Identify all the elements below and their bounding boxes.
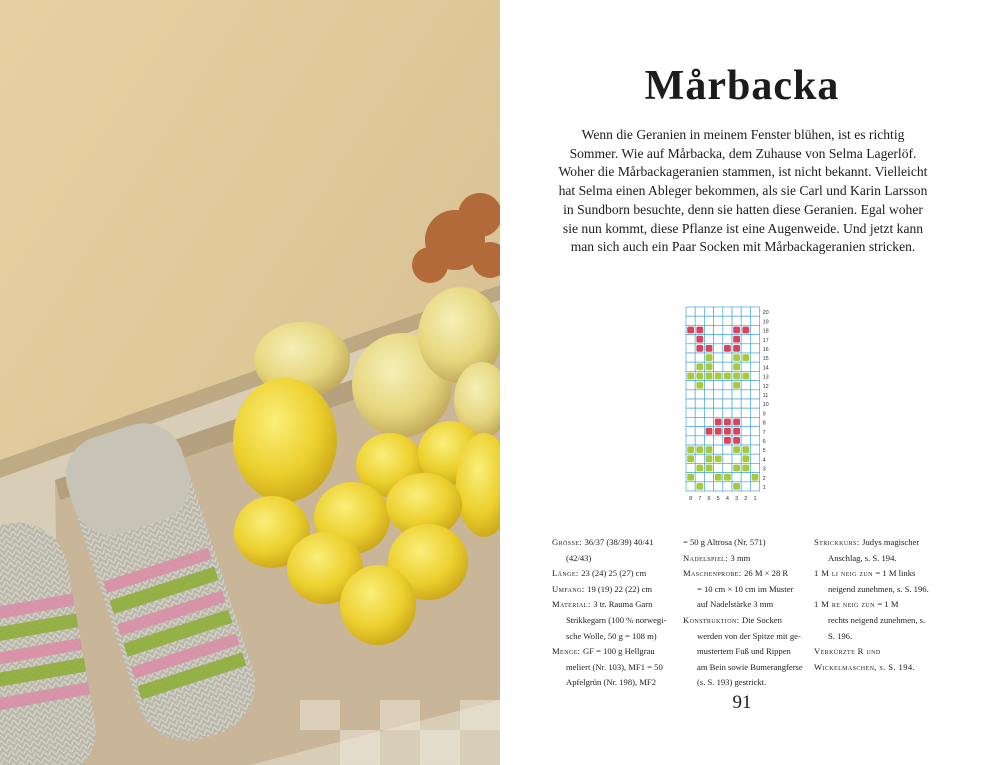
chart-cell [750, 362, 759, 371]
chart-stitch-green [706, 465, 713, 472]
spec-continuation: Strikkegarn (100 % norwegi- [566, 614, 667, 625]
intro-paragraph: Wenn die Geranien in meinem Fenster blühen, ist es richtig Sommer. Wie auf Mårbacka, dem Zuhause von Selma Lagerlöf. Woher die Mårbackageranien stammen, ist nicht bekannt. Vielleicht hat Selma einen Ableger bekommen, als sie Carl und Karin Larsson in Sundborn besuchte, denn sie hatten diese Geranien. Egal woher sie nun kommt, diese Pflanze ist eine Augenweide. Und jetzt kann man sich auch ein Paar Socken mit Mårbackageranien stricken. [558, 127, 928, 255]
spec-line [552, 644, 674, 660]
chart-col-number: 6 [707, 496, 711, 502]
chart-cell [714, 381, 723, 390]
chart-row-number: 5 [762, 448, 766, 455]
chart-row-number: 2 [762, 475, 766, 482]
chart-stitch-green [733, 373, 740, 380]
spec-entry [552, 566, 674, 582]
spec-entry [683, 566, 805, 613]
chart-cell [714, 482, 723, 491]
spec-continuation: meliert (Nr. 103), MF1 = 50 [566, 661, 663, 672]
chart-cell [732, 399, 741, 408]
chart-stitch-pink [733, 336, 740, 343]
chart-cell [686, 399, 695, 408]
chart-cell [714, 325, 723, 334]
spec-line [814, 535, 938, 551]
chart-stitch-green [742, 465, 749, 472]
chart-cell [732, 408, 741, 417]
spec-value: 23 (24) 25 (27) cm [581, 568, 647, 579]
spec-continuation: Apfelgrün (Nr. 198), MF2 [566, 677, 656, 688]
chart-stitch-pink [696, 327, 703, 334]
chart-cell [723, 316, 732, 325]
chart-stitch-pink [696, 345, 703, 352]
spec-line [683, 613, 805, 629]
chart-stitch-pink [742, 327, 749, 334]
spec-entry [814, 597, 938, 644]
chart-stitch-pink [733, 428, 740, 435]
chart-col-number: 4 [725, 496, 729, 502]
chart-cell [704, 316, 713, 325]
chart-cell [723, 408, 732, 417]
chart-stitch-pink [733, 327, 740, 334]
spec-value: 3 tr. Rauma Garn [593, 599, 653, 610]
spec-key: Länge: [552, 568, 582, 579]
chart-cell [704, 417, 713, 426]
spec-key: Nadelspiel: [683, 552, 731, 563]
chart-cell [704, 390, 713, 399]
chart-cell [695, 473, 704, 482]
spec-entry [683, 613, 805, 691]
spec-entry [552, 535, 674, 566]
chart-cell [714, 362, 723, 371]
specs-column-1 [552, 535, 674, 691]
spec-value: Die Socken [742, 614, 782, 625]
spec-value: 26 M × 28 R [744, 568, 789, 579]
chart-stitch-green [687, 446, 694, 453]
chart-stitch-green [696, 465, 703, 472]
spec-key: Konstruktion: [683, 614, 743, 625]
chart-stitch-green [696, 363, 703, 370]
spec-entry [814, 535, 938, 566]
spec-value: GF = 100 g Hellgrau [582, 646, 655, 657]
chart-cell [714, 463, 723, 472]
spec-key: Material: [552, 599, 594, 610]
chart-cell [695, 390, 704, 399]
chart-stitch-green [696, 373, 703, 380]
chart-cell [750, 353, 759, 362]
spec-entry [552, 597, 674, 644]
chart-stitch-green [715, 373, 722, 380]
chart-stitch-green [706, 363, 713, 370]
spec-line [814, 566, 938, 582]
chart-cell [686, 335, 695, 344]
spec-entry [814, 644, 938, 675]
spec-line [683, 566, 805, 582]
spec-line [814, 644, 938, 660]
chart-col-number: 3 [735, 496, 739, 502]
chart-stitch-green [733, 465, 740, 472]
chart-stitch-green [715, 474, 722, 481]
chart-cell [741, 390, 750, 399]
chart-cell [723, 325, 732, 334]
chart-col-number: 5 [716, 496, 720, 502]
chart-stitch-green [733, 354, 740, 361]
spec-entry [683, 551, 805, 567]
chart-stitch-green [687, 373, 694, 380]
chart-stitch-green [715, 455, 722, 462]
chart-cell [686, 417, 695, 426]
chart-cell [741, 344, 750, 353]
chart-stitch-green [706, 373, 713, 380]
spec-line [552, 535, 674, 551]
spec-key: Umfang: [552, 583, 588, 594]
chart-stitch-pink [687, 327, 694, 334]
chart-cell [704, 399, 713, 408]
chart-col-number: 7 [698, 496, 702, 502]
chart-cell [714, 344, 723, 353]
spec-key: Grösse: [552, 537, 585, 547]
chart-cell [732, 307, 741, 316]
chart-cell [723, 353, 732, 362]
spec-key: Maschenprobe: [683, 568, 745, 579]
chart-row-number: 8 [762, 420, 766, 427]
chart-cell [750, 344, 759, 353]
chart-stitch-green [752, 474, 759, 481]
chart-cell [750, 307, 759, 316]
chart-cell [686, 344, 695, 353]
chart-row-number: 1 [762, 485, 766, 491]
chart-cell [686, 427, 695, 436]
spec-line [552, 597, 674, 613]
chart-cell [723, 482, 732, 491]
spec-continuation: mustertem Fuß und Rippen [697, 646, 791, 657]
chart-cell [704, 325, 713, 334]
chart-row-number: 9 [762, 411, 766, 418]
chart-cell [695, 316, 704, 325]
chart-row-number: 16 [762, 347, 769, 353]
chart-cell [695, 427, 704, 436]
chart-cell [714, 353, 723, 362]
chart-cell [686, 408, 695, 417]
chart-cell [732, 473, 741, 482]
spec-key: Menge: [552, 646, 583, 657]
spec-entry [552, 582, 674, 598]
spec-continuation: (42/43) [566, 552, 592, 563]
chart-cell [750, 316, 759, 325]
chart-cell [714, 399, 723, 408]
chart-col-number: 1 [753, 496, 757, 502]
chart-row-number: 11 [762, 393, 769, 399]
chart-stitch-green [696, 483, 703, 490]
chart-cell [750, 371, 759, 380]
chart-cell [686, 482, 695, 491]
chart-cell [732, 316, 741, 325]
chart-cell [723, 390, 732, 399]
chart-row-number: 14 [762, 365, 769, 372]
spec-key: Verkürzte R und [814, 646, 881, 657]
chart-cell [750, 427, 759, 436]
spec-value: = 1 M links [875, 568, 916, 579]
chart-row-number: 20 [762, 310, 769, 317]
chart-cell [750, 335, 759, 344]
chart-cell [750, 381, 759, 390]
spec-value: 36/37 (38/39) 40/41 [584, 537, 654, 547]
chart-stitch-pink [724, 345, 731, 352]
chart-col-number: 8 [689, 496, 693, 502]
chart-cell [750, 408, 759, 417]
chart-cell [723, 454, 732, 463]
chart-stitch-green [733, 483, 740, 490]
spec-entry [552, 644, 674, 691]
spec-value: = 50 g Altrosa (Nr. 571) [683, 537, 766, 547]
chart-cell [714, 408, 723, 417]
chart-stitch-green [706, 354, 713, 361]
chart-cell [723, 335, 732, 344]
chart-cell [732, 454, 741, 463]
chart-col-number: 2 [744, 496, 748, 502]
chart-cell [741, 335, 750, 344]
chart-cell [686, 353, 695, 362]
chart-row-number: 17 [762, 337, 769, 344]
chart-cell [723, 362, 732, 371]
chart-cell [723, 381, 732, 390]
knitting-chart [684, 305, 804, 510]
chart-cell [704, 335, 713, 344]
chart-cell [723, 307, 732, 316]
chart-cell [723, 399, 732, 408]
chart-cell [741, 473, 750, 482]
chart-cell [695, 399, 704, 408]
chart-cell [714, 445, 723, 454]
chart-cell [704, 381, 713, 390]
chart-cell [704, 436, 713, 445]
chart-stitch-green [733, 446, 740, 453]
chart-stitch-pink [733, 419, 740, 426]
chart-stitch-green [724, 373, 731, 380]
page-number: 91 [732, 692, 752, 713]
page-title: Mårbacka [644, 63, 840, 109]
chart-cell [714, 335, 723, 344]
chart-stitch-green [696, 446, 703, 453]
chart-cell [695, 408, 704, 417]
chart-cell [686, 316, 695, 325]
spec-continuation: S. 196. [828, 630, 853, 641]
spec-key: 1 M li neig zun [814, 568, 876, 579]
chart-cell [750, 463, 759, 472]
chart-cell [686, 362, 695, 371]
chart-stitch-pink [715, 428, 722, 435]
spec-line [683, 535, 805, 551]
chart-row-number: 4 [762, 457, 766, 464]
chart-cell [741, 362, 750, 371]
chart-cell [723, 445, 732, 454]
chart-stitch-pink [733, 437, 740, 444]
chart-row-number: 13 [762, 374, 769, 381]
chart-cell [695, 436, 704, 445]
chart-cell [750, 445, 759, 454]
chart-stitch-green [742, 446, 749, 453]
spec-key: 1 M re neig zun [814, 599, 878, 610]
spec-line [814, 597, 938, 613]
spec-continuation: rechts neigend zunehmen, s. [828, 614, 926, 625]
chart-cell [686, 463, 695, 472]
chart-cell [750, 390, 759, 399]
chart-stitch-pink [696, 336, 703, 343]
chart-stitch-green [687, 455, 694, 462]
chart-cell [704, 473, 713, 482]
spec-value: Judys magischer [862, 537, 920, 547]
chart-cell [714, 436, 723, 445]
chart-cell [741, 427, 750, 436]
chart-cell [750, 454, 759, 463]
chart-cell [686, 307, 695, 316]
specs-column-2 [683, 535, 805, 691]
chart-stitch-green [706, 455, 713, 462]
specs-column-3 [814, 535, 938, 675]
chart-cell [741, 436, 750, 445]
chart-cell [741, 381, 750, 390]
chart-row-number: 19 [762, 319, 769, 326]
chart-cell [704, 408, 713, 417]
spec-entry [683, 535, 805, 551]
chart-cell [714, 307, 723, 316]
spec-continuation: am Bein sowie Bumerangferse [697, 661, 803, 672]
spec-continuation: werden von der Spitze mit ge- [697, 630, 801, 641]
chart-row-number: 18 [762, 328, 769, 335]
chart-stitch-pink [706, 428, 713, 435]
chart-stitch-green [696, 382, 703, 389]
spec-line [552, 582, 674, 598]
chart-cell [695, 353, 704, 362]
chart-cell [750, 436, 759, 445]
text-page [500, 0, 1000, 765]
chart-cell [686, 390, 695, 399]
spec-continuation: (s. S. 193) gestrickt. [697, 677, 767, 688]
chart-cell [686, 436, 695, 445]
chart-stitch-green [742, 373, 749, 380]
chart-cell [741, 417, 750, 426]
chart-cell [741, 399, 750, 408]
chart-stitch-pink [733, 345, 740, 352]
chart-cell [741, 316, 750, 325]
chart-stitch-green [733, 382, 740, 389]
chart-cell [750, 399, 759, 408]
chart-cell [741, 408, 750, 417]
chart-stitch-pink [715, 419, 722, 426]
spec-value: = 1 M [877, 599, 899, 610]
chart-cell [714, 390, 723, 399]
chart-row-number: 10 [762, 402, 769, 409]
spec-continuation: = 10 cm × 10 cm im Muster [697, 583, 794, 594]
chart-row-number: 3 [762, 466, 766, 473]
chart-stitch-green [706, 446, 713, 453]
chart-cell [686, 381, 695, 390]
spec-value: 19 (19) 22 (22) cm [587, 583, 653, 594]
spec-continuation: sche Wolle, 50 g = 108 m) [566, 630, 657, 641]
spec-key: Strickkurs: [814, 537, 863, 547]
chart-cell [704, 307, 713, 316]
chart-stitch-green [687, 474, 694, 481]
chart-cell [750, 482, 759, 491]
chart-row-number: 15 [762, 356, 769, 363]
spec-value: 3 mm [730, 552, 751, 563]
spec-continuation: neigend zunehmen, s. S. 196. [828, 583, 929, 594]
chart-cell [723, 463, 732, 472]
chart-cell [741, 307, 750, 316]
chart-cell [695, 454, 704, 463]
chart-row-number: 6 [762, 439, 766, 445]
spec-entry [814, 566, 938, 597]
spec-continuation: Anschlag, s. S. 194. [828, 552, 897, 563]
spec-line [683, 551, 805, 567]
chart-row-number: 7 [762, 429, 766, 436]
chart-cell [741, 482, 750, 491]
chart-stitch-pink [724, 419, 731, 426]
chart-stitch-green [724, 474, 731, 481]
chart-cell [732, 390, 741, 399]
chart-cell [750, 417, 759, 426]
chart-cell [714, 316, 723, 325]
chart-row-number: 12 [762, 383, 769, 390]
chart-stitch-green [742, 455, 749, 462]
chart-stitch-pink [724, 437, 731, 444]
chart-cell [704, 482, 713, 491]
chart-cell [695, 307, 704, 316]
chart-cell [750, 325, 759, 334]
spec-continuation: auf Nadelstärke 3 mm [697, 599, 774, 610]
chart-stitch-pink [706, 345, 713, 352]
spec-continuation: Wickelmaschen, s. S. 194. [814, 661, 916, 672]
chart-cell [695, 417, 704, 426]
spec-line [552, 566, 674, 582]
chart-stitch-pink [724, 428, 731, 435]
chart-stitch-green [733, 363, 740, 370]
chart-stitch-green [742, 354, 749, 361]
